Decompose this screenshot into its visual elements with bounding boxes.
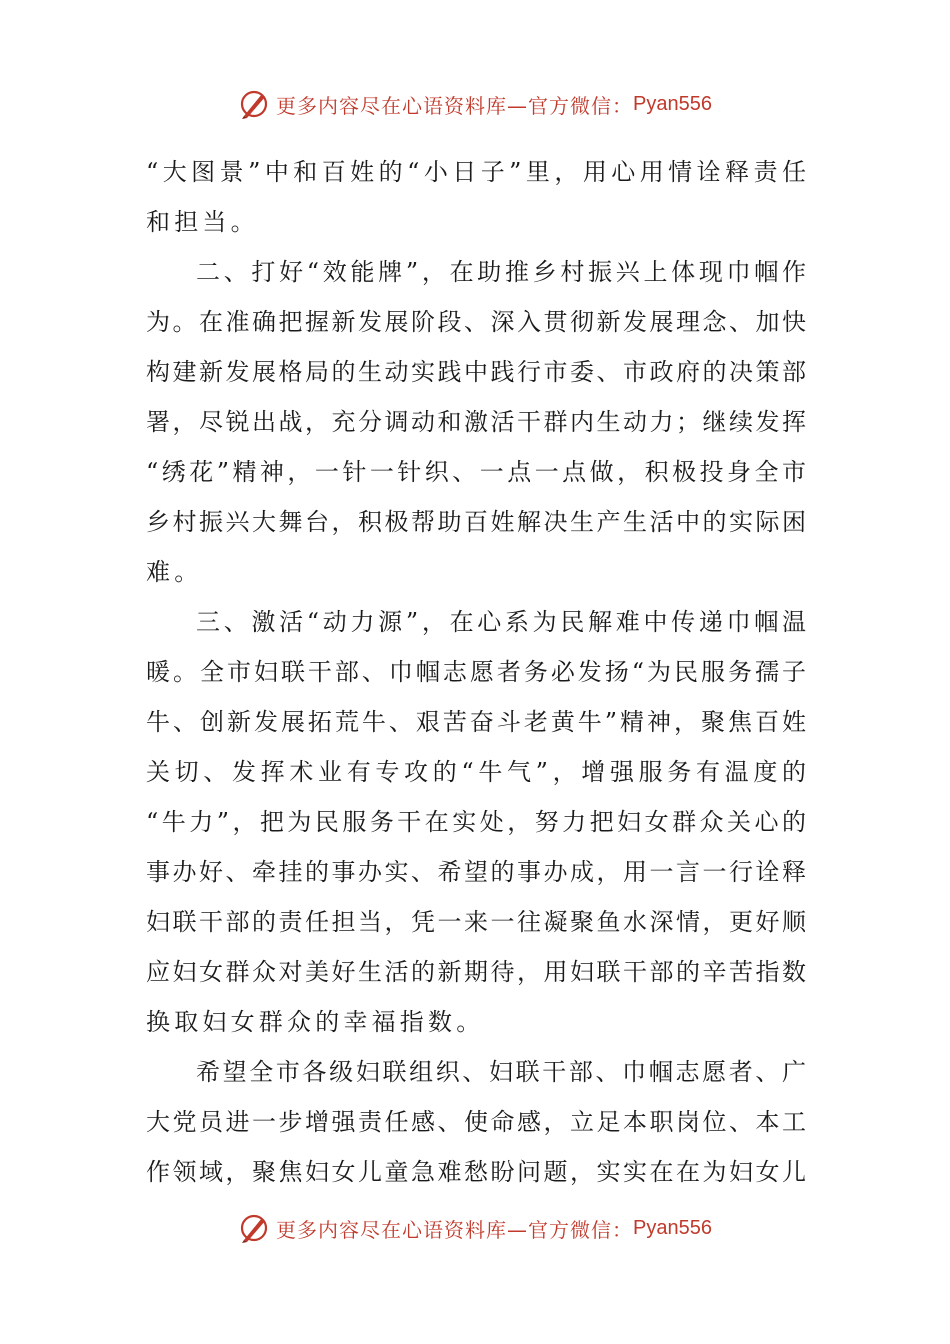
document-body [146,147,806,1197]
text-line: 和担当。 [146,208,259,236]
watermark-wechat-id: Pyan556 [633,92,712,115]
text-line: “大图景”中和百姓的“小日子”里，用心用情诠释责任 [146,158,806,186]
text-line: 难。 [146,558,203,586]
text-line: 作领域，聚焦妇女儿童急难愁盼问题，实实在在为妇女儿 [146,1158,806,1186]
pen-circle-icon [238,88,270,120]
text-line: 署，尽锐出战，充分调动和激活干群内生动力；继续发挥 [146,408,806,436]
text-line: 二、打好“效能牌”，在助推乡村振兴上体现巾帼作 [196,258,806,286]
text-line: 换取妇女群众的幸福指数。 [146,1008,485,1036]
watermark-text: 更多内容尽在心语资料库—官方微信： [276,93,634,118]
text-line: 构建新发展格局的生动实践中践行市委、市政府的决策部 [146,358,806,386]
text-line: 事办好、牵挂的事办实、希望的事办成，用一言一行诠释 [146,858,806,886]
text-line: “牛力”，把为民服务干在实处，努力把妇女群众关心的 [146,808,806,836]
text-line: 大党员进一步增强责任感、使命感，立足本职岗位、本工 [146,1108,806,1136]
pen-circle-icon [238,1212,270,1244]
text-line: 暖。全市妇联干部、巾帼志愿者务必发扬“为民服务孺子 [146,658,806,686]
watermark-wechat-id: Pyan556 [633,1216,712,1239]
text-line: 牛、创新发展拓荒牛、艰苦奋斗老黄牛”精神，聚焦百姓 [146,708,806,736]
text-line: 希望全市各级妇联组织、妇联干部、巾帼志愿者、广 [196,1058,806,1086]
watermark-text: 更多内容尽在心语资料库—官方微信： [276,1217,634,1242]
text-line: 乡村振兴大舞台，积极帮助百姓解决生产生活中的实际困 [146,508,806,536]
text-line: 关切、发挥术业有专攻的“牛气”，增强服务有温度的 [146,758,806,786]
header-watermark [0,84,950,124]
text-line: 妇联干部的责任担当，凭一来一往凝聚鱼水深情，更好顺 [146,908,806,936]
footer-watermark [0,1208,950,1248]
text-line: 三、激活“动力源”，在心系为民解难中传递巾帼温 [196,608,806,636]
text-line: 应妇女群众对美好生活的新期待，用妇联干部的辛苦指数 [146,958,806,986]
text-line: “绣花”精神，一针一针织、一点一点做，积极投身全市 [146,458,806,486]
text-line: 为。在准确把握新发展阶段、深入贯彻新发展理念、加快 [146,308,806,336]
